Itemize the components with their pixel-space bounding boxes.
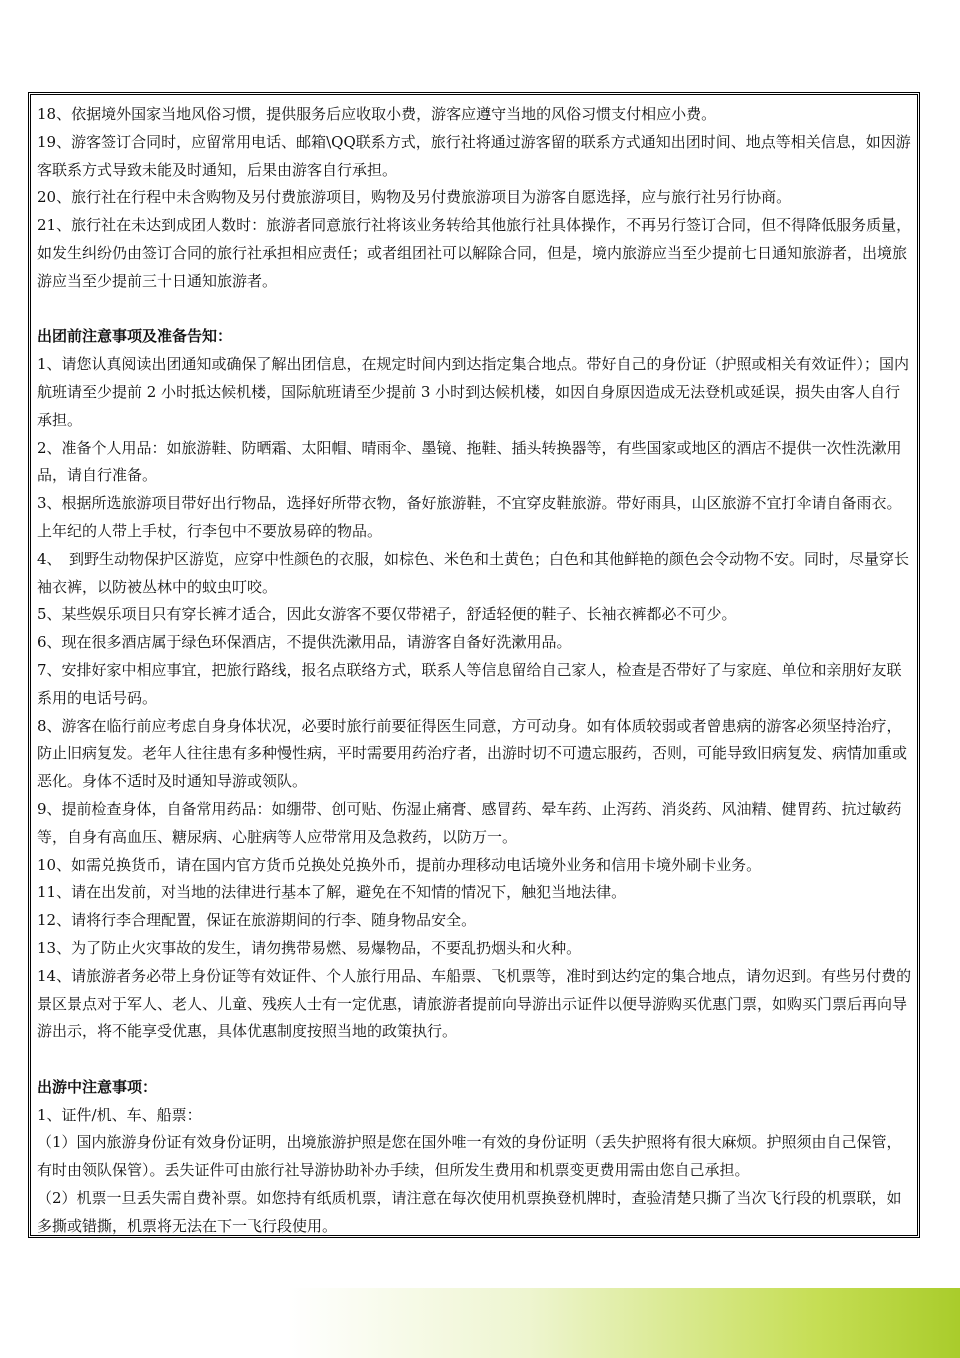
pre-departure-item-14: 14、请旅游者务必带上身份证等有效证件、个人旅行用品、车船票、飞机票等，准时到达约定的集合地点，请勿迟到。有些另付费的景区景点对于军人、老人、儿童、残疾人士有一定优惠，请旅游者提前向导游出示证件以便导游购买优惠门票，如购买门票后再向导游出示，将不能享受优惠，具体优惠制度按照当地的政策执行。 bbox=[37, 966, 912, 1041]
pre-departure-item-11: 11、请在出发前，对当地的法律进行基本了解，避免在不知情的情况下，触犯当地法律。 bbox=[37, 883, 627, 902]
footer-gradient-band bbox=[0, 1288, 960, 1358]
pre-departure-heading: 出团前注意事项及准备告知： bbox=[37, 327, 233, 346]
section-spacer bbox=[37, 296, 913, 324]
clause-20: 20、旅行社在行程中未含购物及另付费旅游项目，购物及另付费旅游项目为游客自愿选择，应与旅行社另行协商。 bbox=[37, 188, 792, 207]
pre-departure-item-13: 13、为了防止火灾事故的发生，请勿携带易燃、易爆物品，不要乱扔烟头和火种。 bbox=[37, 938, 582, 957]
section-spacer bbox=[37, 1046, 913, 1074]
pre-departure-item-12: 12、请将行李合理配置，保证在旅游期间的行李、随身物品安全。 bbox=[37, 911, 477, 930]
pre-departure-item-10: 10、如需兑换货币，请在国内官方货币兑换处兑换外币，提前办理移动电话境外业务和信用卡境外刷卡业务。 bbox=[37, 855, 762, 874]
clause-21: 21、旅行社在未达到成团人数时：旅游者同意旅行社将该业务转给其他旅行社具体操作，不再另行签订合同，但不得降低服务质量，如发生纠纷仍由签订合同的旅行社承担相应责任；或者组团社可以解除合同，但是，境内旅游应当至少提前七日通知旅游者，出境旅游应当至少提前三十日通知旅游者。 bbox=[37, 216, 912, 290]
during-travel-item-1-2: （2）机票一旦丢失需自费补票。如您持有纸质机票，请注意在每次使用机票换登机牌时，查验清楚只撕了当次飞行段的机票联，如多撕或错撕，机票将无法在下一飞行段使用。 bbox=[37, 1189, 902, 1235]
pre-departure-item-8: 8、游客在临行前应考虑自身身体状况，必要时旅行前要征得医生同意，方可动身。如有体质较弱或者曾患病的游客必须坚持治疗，防止旧病复发。老年人往往患有多种慢性病，平时需要用药治疗者，出游时切不可遗忘服药，否则，可能导致旧病复发、病情加重或恶化。身体不适时及时通知导游或领队。 bbox=[37, 716, 908, 791]
document-frame bbox=[28, 92, 920, 1238]
pre-departure-item-5: 5、某些娱乐项目只有穿长裤才适合，因此女游客不要仅带裙子，舒适轻便的鞋子、长袖衣裤都必不可少。 bbox=[37, 605, 737, 624]
during-travel-item-1-1: （1）国内旅游身份证有效身份证明，出境旅游护照是您在国外唯一有效的身份证明（丢失护照将有很大麻烦。护照须由自己保管，有时由领队保管）。丢失证件可由旅行社导游协助补办手续，但所发生费用和机票变更费用需由您自己承担。 bbox=[37, 1133, 902, 1180]
pre-departure-item-3: 3、根据所选旅游项目带好出行物品，选择好所带衣物，备好旅游鞋，不宜穿皮鞋旅游。带好雨具，山区旅游不宜打伞请自备雨衣。上年纪的人带上手杖，行李包中不要放易碎的物品。 bbox=[37, 494, 902, 540]
pre-departure-item-9: 9、提前检查身体，自备常用药品：如绷带、创可贴、伤湿止痛膏、感冒药、晕车药、止泻药、消炎药、风油精、健胃药、抗过敏药等，自身有高血压、糖尿病、心脏病等人应带常用及急救药，以防万一。 bbox=[37, 799, 902, 846]
pre-departure-item-7: 7、安排好家中相应事宜，把旅行路线，报名点联络方式，联系人等信息留给自己家人，检查是否带好了与家庭、单位和亲朋好友联系用的电话号码。 bbox=[37, 660, 902, 707]
during-travel-heading: 出游中注意事项： bbox=[37, 1077, 158, 1096]
during-travel-item-1: 1、证件/机、车、船票： bbox=[37, 1105, 202, 1124]
document-content bbox=[37, 101, 913, 1241]
clause-18: 18、依据境外国家当地风俗习惯，提供服务后应收取小费，游客应遵守当地的风俗习惯支付相应小费。 bbox=[37, 105, 717, 123]
pre-departure-item-6: 6、现在很多酒店属于绿色环保酒店，不提供洗漱用品，请游客自备好洗漱用品。 bbox=[37, 633, 572, 652]
pre-departure-item-2: 2、准备个人用品：如旅游鞋、防晒霜、太阳帽、晴雨伞、墨镜、拖鞋、插头转换器等，有些国家或地区的酒店不提供一次性洗漱用品，请自行准备。 bbox=[37, 438, 902, 485]
clause-19: 19、游客签订合同时，应留常用电话、邮箱\QQ联系方式，旅行社将通过游客留的联系方式通知出团时间、地点等相关信息，如因游客联系方式导致未能及时通知，后果由游客自行承担。 bbox=[37, 132, 911, 179]
pre-departure-item-4: 4、 到野生动物保护区游览，应穿中性颜色的衣服，如棕色、米色和土黄色；白色和其他鲜艳的颜色会令动物不安。同时，尽量穿长袖衣裤，以防被丛林中的蚊虫叮咬。 bbox=[37, 549, 910, 596]
pre-departure-item-1: 1、请您认真阅读出团通知或确保了解出团信息，在规定时间内到达指定集合地点。带好自己的身份证（护照或相关有效证件）；国内航班请至少提前 2 小时抵达候机楼，国际航班请至少提前 3 小时到达候机楼，如因自身原因造成无法登机或延误，损失由客人自行承担。 bbox=[37, 355, 910, 429]
